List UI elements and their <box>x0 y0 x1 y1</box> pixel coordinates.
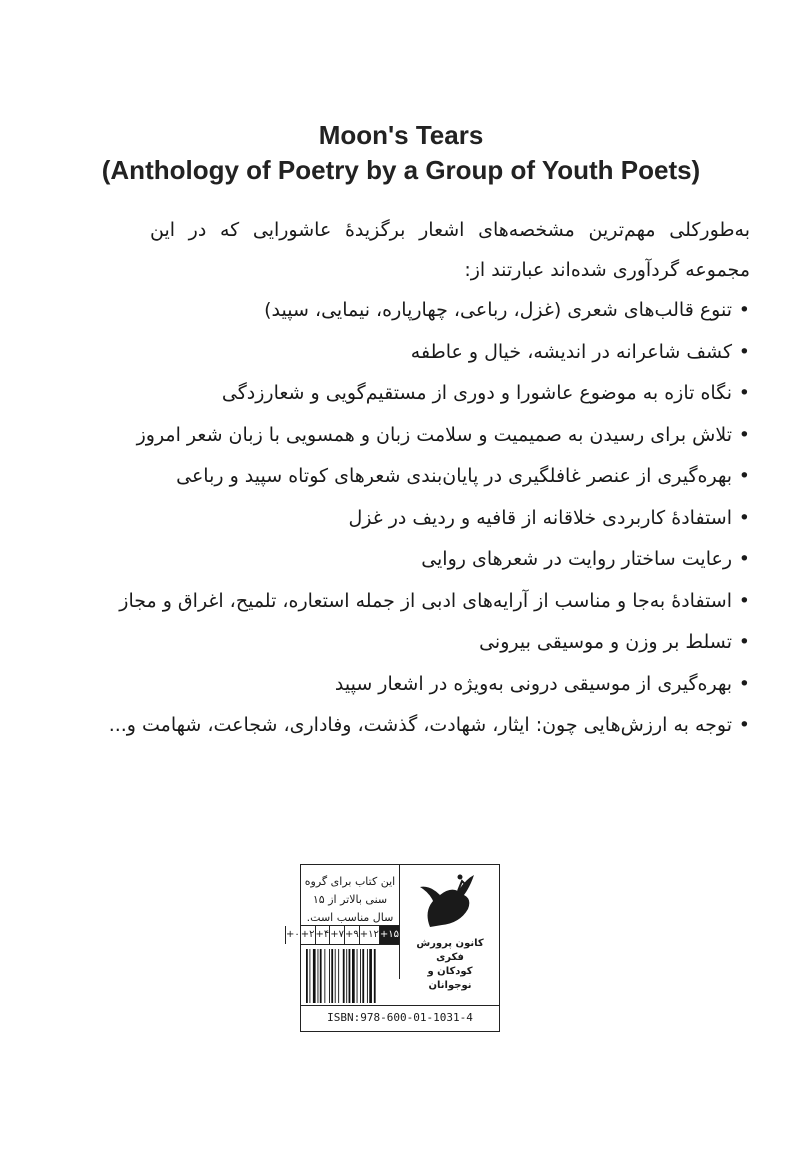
list-item: •تسلط بر وزن و موسیقی بیرونی <box>120 622 750 664</box>
age-cell: +۱۵ <box>379 926 399 944</box>
age-rating-barcode-box <box>286 864 500 1032</box>
bullet-icon: • <box>738 506 750 529</box>
age-cell: +۴ <box>315 926 330 944</box>
age-cell: +۲ <box>300 926 315 944</box>
bullet-icon: • <box>738 382 750 404</box>
bullet-icon: • <box>738 714 750 736</box>
kanoon-bird-icon <box>400 865 496 935</box>
list-item: •توجه به ارزش‌هایی چون: ایثار، شهادت، گذشت، وفاداری، شجاعت، شهامت و... <box>120 705 750 747</box>
age-cell: +۷ <box>329 926 344 944</box>
barcode-icon <box>305 949 397 1003</box>
age-recommendation-text: این کتاب برای گروه سنی بالاتر از ۱۵ سال مناسب است. <box>304 875 396 924</box>
intro-paragraph: به‌طورکلی مهم‌ترین مشخصه‌های اشعار برگزیدهٔ عاشورایی که در این مجموعه گردآوری شده‌اند عبارتند از: <box>150 219 750 281</box>
list-item: •تلاش برای رسیدن به صمیمیت و سلامت زبان و همسویی با زبان شعر امروز <box>120 415 750 457</box>
list-item: •تنوع قالب‌های شعری (غزل، رباعی، چهارپاره، نیمایی، سپید) <box>120 290 750 332</box>
list-item: •کشف شاعرانه در اندیشه، خیال و عاطفه <box>120 332 750 374</box>
list-item: •استفادهٔ کاربردی خلاقانه از قافیه و ردیف در غزل <box>120 498 750 540</box>
bullet-icon: • <box>738 340 750 363</box>
bullet-icon: • <box>738 631 750 653</box>
bullet-icon: • <box>738 299 750 321</box>
publisher-name: کانون پرورش فکری کودکان و نوجوانان <box>416 938 484 991</box>
isbn-number: ISBN:978-600-01-1031-4 <box>301 1005 499 1031</box>
list-item: •بهره‌گیری از موسیقی درونی به‌ویژه در اشعار سپید <box>120 664 750 706</box>
age-cell: +۱۲ <box>359 926 379 944</box>
age-cell: +۰ <box>285 926 300 944</box>
bullet-icon: • <box>738 548 750 570</box>
list-item: •استفادهٔ به‌جا و مناسب از آرایه‌های ادبی از جمله استعاره، تلمیح، اغراق و مجاز <box>120 581 750 623</box>
bullet-icon: • <box>738 465 750 487</box>
list-item: •بهره‌گیری از عنصر غافلگیری در پایان‌بندی شعرهای کوتاه سپید و رباعی <box>120 456 750 498</box>
list-item: •نگاه تازه به موضوع عاشورا و دوری از مستقیم‌گویی و شعارزدگی <box>120 373 750 415</box>
bullet-icon: • <box>738 589 750 612</box>
features-list <box>108 290 750 747</box>
bullet-icon: • <box>738 672 750 695</box>
age-rating-strip <box>286 925 399 945</box>
age-cell: +۹ <box>344 926 359 944</box>
book-title: Moon's Tears <box>318 120 484 150</box>
list-item: •رعایت ساختار روایت در شعرهای روایی <box>120 539 750 581</box>
bullet-icon: • <box>738 423 750 446</box>
publisher-logo-area <box>399 865 499 991</box>
book-subtitle: (Anthology of Poetry by a Group of Youth Poets) <box>101 155 701 185</box>
